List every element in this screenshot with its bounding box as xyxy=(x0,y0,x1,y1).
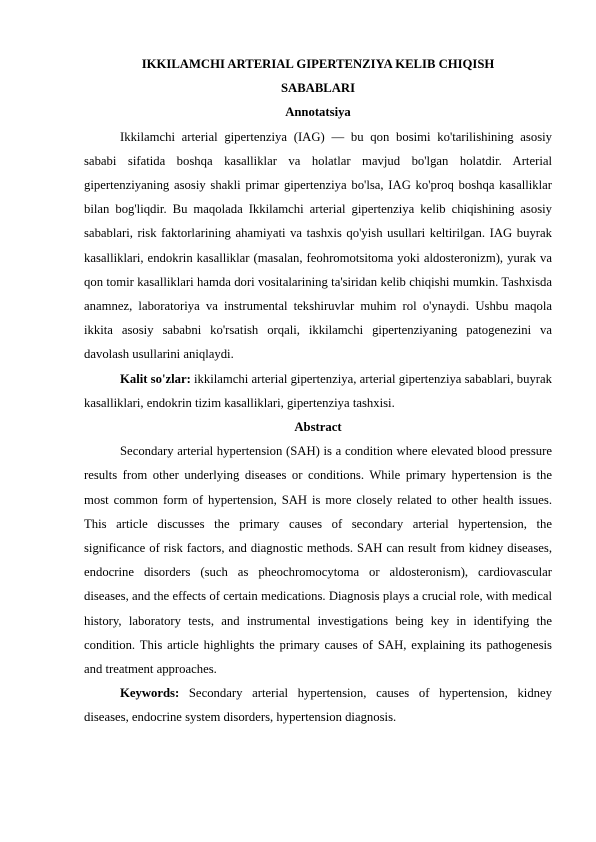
abstract-text: Secondary arterial hypertension (SAH) is a condition where elevated blood pressure results from other underlying diseases or conditions. While primary hypertension is the most common form of hypertension, SAH is more closely related to other health issues. This article discusses the primary causes of secondary arterial hypertension, the significance of risk factors, and diagnostic methods. SAH can result from kidney diseases, endocrine disorders (such as pheochromocytoma or aldosteronism), cardiovascular diseases, and the effects of certain medications. Diagnosis plays a crucial role, with medical history, laboratory tests, and instrumental investigations being key in identifying the condition. This article highlights the primary causes of SAH, explaining its pathogenesis and treatment approaches. xyxy=(84,444,552,677)
abstract-keywords xyxy=(84,681,552,729)
abstract-keywords-label: Keywords: xyxy=(120,686,180,701)
annotation-keywords-text: ikkilamchi arterial gipertenziya, arterial gipertenziya sabablari, buyrak kasalliklari, endokrin tizim kasalliklari, gipertenziya tashxisi. xyxy=(84,371,553,410)
paper-title: IKKILAMCHI ARTERIAL GIPERTENZIYA KELIB CHIQISH SABABLARI xyxy=(141,57,495,96)
document-page xyxy=(84,52,552,730)
annotation-keywords-label: Kalit so'zlar: xyxy=(120,371,191,386)
annotation-heading: Annotatsiya xyxy=(285,105,351,120)
annotation-text: Ikkilamchi arterial gipertenziya (IAG) — bu qon bosimi ko'tarilishining asosiy sababi sifatida boshqa kasalliklar va holatlar mavjud bo'lgan holatdir. Arterial gipertenziyaning asosiy shakli primar gipertenziya bo'lsa, IAG ko'proq boshqa kasalliklar bilan bog'liqdir. Bu maqolada Ikkilamchi arterial gipertenziya kelib chiqishining asosiy sabablari, risk faktorlarining ahamiyati va tashxis qo'yish usullari keltirilgan. IAG buyrak kasalliklari, endokrin kasalliklar (masalan, feohromotsitoma yoki aldosteronizm), yurak va qon tomir kasalliklari hamda dori vositalarining ta'siridan kelib chiqishi mumkin. Tashxisda anamnez, laboratoriya va instrumental tekshiruvlar muhim rol o'ynaydi. Ushbu maqola ikkita asosiy sababni ko'rsatish orqali, ikkilamchi gipertenziyaning patogenezini va davolash usullarini aniqlaydi. xyxy=(84,129,552,362)
abstract-keywords-text: Secondary arterial hypertension, causes of hypertension, kidney diseases, endocrine system disorders, hypertension diagnosis. xyxy=(84,686,552,725)
abstract-heading: Abstract xyxy=(294,420,342,435)
annotation-keywords xyxy=(84,367,552,415)
